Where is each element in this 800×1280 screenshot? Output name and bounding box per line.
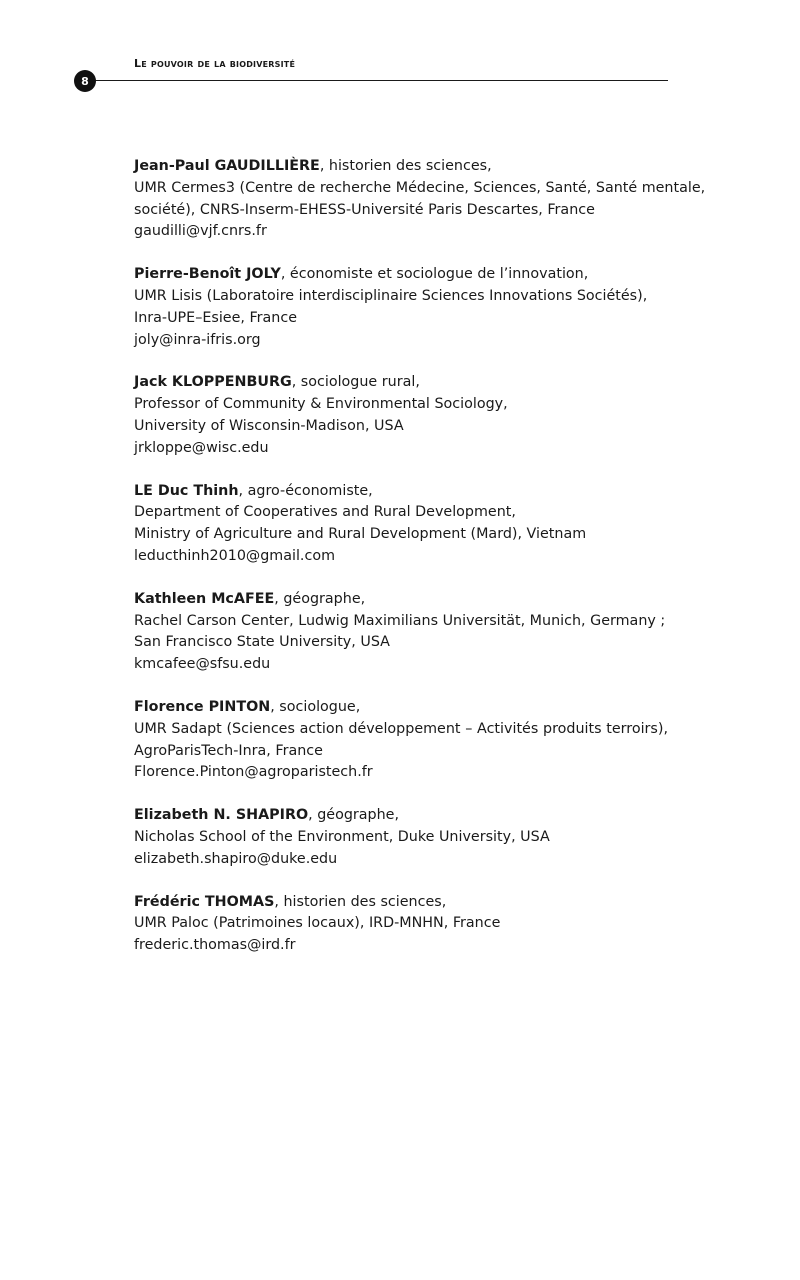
email-line: leducthinh2010@gmail.com	[134, 547, 335, 564]
contributor-name: Pierre-Benoît JOLY	[134, 266, 281, 283]
contributor-heading	[134, 805, 668, 827]
contributors-list	[134, 156, 706, 978]
contributor-entry	[134, 805, 668, 870]
affiliation-line: Rachel Carson Center, Ludwig Maximilians Universität, Munich, Germany ;	[134, 612, 666, 629]
running-title: Le pouvoir de la biodiversité	[134, 57, 296, 70]
affiliation-line: société), CNRS-Inserm-EHESS-Université Paris Descartes, France	[134, 201, 595, 218]
contributor-entry	[134, 372, 668, 459]
affiliation-line: AgroParisTech-Inra, France	[134, 742, 323, 759]
affiliation-line: UMR Cermes3 (Centre de recherche Médecine, Sciences, Santé, Santé mentale,	[134, 179, 706, 196]
email-line: kmcafee@sfsu.edu	[134, 656, 271, 673]
affiliation-line: San Francisco State University, USA	[134, 634, 390, 651]
contributor-name: Frédéric THOMAS	[134, 893, 275, 910]
affiliation-line: Ministry of Agriculture and Rural Development (Mard), Vietnam	[134, 526, 587, 543]
contributor-entry	[134, 481, 668, 568]
contributor-entry	[134, 264, 668, 351]
contributor-heading	[134, 892, 668, 914]
header-rule	[95, 80, 668, 81]
contributor-entry	[134, 892, 668, 957]
email-line: jrkloppe@wisc.edu	[134, 439, 269, 456]
contributor-role: , géographe,	[274, 590, 366, 607]
contributor-role: , sociologue,	[270, 698, 361, 715]
affiliation-line: Department of Cooperatives and Rural Development,	[134, 504, 516, 521]
contributor-heading	[134, 156, 668, 178]
contributor-heading	[134, 481, 668, 503]
contributor-entry	[134, 156, 706, 243]
contributor-role: , sociologue rural,	[291, 374, 420, 391]
contributor-role: , historien des sciences,	[319, 158, 492, 174]
affiliation-line: UMR Lisis (Laboratoire interdisciplinaire Sciences Innovations Sociétés),	[134, 287, 648, 304]
contributor-name: LE Duc Thinh	[134, 482, 239, 499]
contributor-entry	[134, 697, 668, 784]
email-line: elizabeth.shapiro@duke.edu	[134, 850, 338, 867]
contributor-name: Jack KLOPPENBURG	[134, 374, 292, 391]
contributor-role: , géographe,	[308, 807, 400, 824]
contributor-name: Elizabeth N. SHAPIRO	[134, 807, 309, 824]
affiliation-line: UMR Paloc (Patrimoines locaux), IRD-MNHN, France	[134, 915, 501, 932]
affiliation-line: Inra-UPE–Esiee, France	[134, 309, 298, 326]
contributor-name: Florence PINTON	[134, 698, 271, 715]
contributor-role: , agro-économiste,	[238, 482, 373, 499]
contributor-name: Kathleen McAFEE	[134, 590, 275, 607]
contributor-entry	[134, 589, 668, 676]
email-line: frederic.thomas@ird.fr	[134, 937, 296, 954]
contributor-heading	[134, 264, 668, 286]
affiliation-line: UMR Sadapt (Sciences action développement – Activités produits terroirs),	[134, 720, 668, 737]
affiliation-line: Nicholas School of the Environment, Duke University, USA	[134, 828, 550, 845]
email-line: Florence.Pinton@agroparistech.fr	[134, 764, 373, 781]
contributor-name: Jean-Paul GAUDILLIÈRE	[134, 158, 320, 174]
contributor-heading	[134, 697, 668, 719]
contributor-role: , économiste et sociologue de l’innovation,	[280, 266, 589, 283]
contributor-heading	[134, 589, 668, 611]
email-line: joly@inra-ifris.org	[134, 331, 261, 348]
affiliation-line: Professor of Community & Environmental Sociology,	[134, 396, 508, 413]
email-line: gaudilli@vjf.cnrs.fr	[134, 223, 267, 240]
page-number: 8	[74, 70, 96, 92]
affiliation-line: University of Wisconsin-Madison, USA	[134, 417, 404, 434]
contributor-heading	[134, 372, 668, 394]
page-header	[0, 0, 800, 100]
contributor-role: , historien des sciences,	[274, 893, 447, 910]
